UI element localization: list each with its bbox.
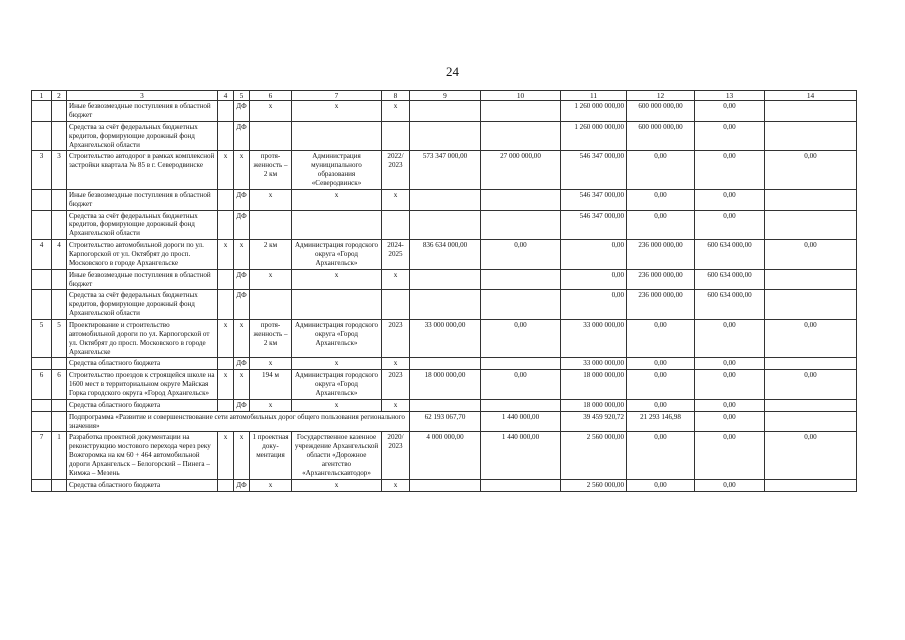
cell-description: Иные безвозмездные поступления в областной бюджет <box>67 269 218 290</box>
cell-sub-number <box>52 121 67 151</box>
header-cell: 13 <box>695 91 765 101</box>
cell-description: Средства областного бюджета <box>67 358 218 370</box>
subprogram-col14 <box>765 411 857 432</box>
cell-source: х <box>234 432 250 479</box>
cell-capacity: х <box>250 101 292 122</box>
page-number: 24 <box>446 64 459 79</box>
cell-sub-number <box>52 101 67 122</box>
table-row <box>32 189 857 210</box>
cell-source: ДФ <box>234 269 250 290</box>
cell-col-13: 0,00 <box>695 370 765 400</box>
cell-total <box>410 210 481 240</box>
cell-col-14 <box>765 101 857 122</box>
cell-row-number: 6 <box>32 370 52 400</box>
cell-col-13: 0,00 <box>695 358 765 370</box>
cell-period <box>382 290 410 320</box>
table-row <box>32 290 857 320</box>
cell-col-11: 546 347 000,00 <box>561 151 627 189</box>
cell-col-11: 18 000 000,00 <box>561 370 627 400</box>
cell-col-12: 0,00 <box>627 370 695 400</box>
header-cell: 7 <box>292 91 382 101</box>
header-row <box>32 91 857 101</box>
cell-description: Средства за счёт федеральных бюджетных кредитов, формирующие дорожный фонд Архангельской области <box>67 121 218 151</box>
cell-col-12: 0,00 <box>627 189 695 210</box>
cell-col-10 <box>481 210 561 240</box>
cell-total: 18 000 000,00 <box>410 370 481 400</box>
cell-col-11: 2 560 000,00 <box>561 479 627 491</box>
cell-period: х <box>382 399 410 411</box>
cell-executor <box>292 290 382 320</box>
cell-col-13: 0,00 <box>695 121 765 151</box>
cell-col-12: 0,00 <box>627 399 695 411</box>
cell-capacity: х <box>250 479 292 491</box>
cell-executor <box>292 210 382 240</box>
cell-col-11: 33 000 000,00 <box>561 358 627 370</box>
cell-total <box>410 101 481 122</box>
cell-col-13: 0,00 <box>695 101 765 122</box>
cell-source: ДФ <box>234 358 250 370</box>
cell-col-11: 0,00 <box>561 240 627 270</box>
header-cell: 10 <box>481 91 561 101</box>
cell-sub-number <box>52 269 67 290</box>
table-row <box>32 240 857 270</box>
cell-capacity: х <box>250 269 292 290</box>
blank-cell <box>52 411 67 432</box>
cell-col-4 <box>218 269 234 290</box>
cell-col-14 <box>765 399 857 411</box>
subprogram-title: Подпрограмма «Развитие и совершенствование сети автомобильных дорог общего пользования регионального значения» <box>67 411 410 432</box>
table-row <box>32 210 857 240</box>
table-row <box>32 151 857 189</box>
cell-executor <box>292 121 382 151</box>
cell-col-11: 2 560 000,00 <box>561 432 627 479</box>
cell-period: 2022/ 2023 <box>382 151 410 189</box>
cell-row-number <box>32 121 52 151</box>
cell-sub-number: 3 <box>52 151 67 189</box>
cell-col-14 <box>765 358 857 370</box>
table-row <box>32 479 857 491</box>
subprogram-col12: 21 293 146,98 <box>627 411 695 432</box>
cell-period: 2024-2025 <box>382 240 410 270</box>
budget-table <box>31 90 857 492</box>
cell-capacity: х <box>250 189 292 210</box>
subprogram-col9: 62 193 067,70 <box>410 411 481 432</box>
cell-total: 33 000 000,00 <box>410 320 481 358</box>
cell-capacity: 2 км <box>250 240 292 270</box>
cell-col-14 <box>765 269 857 290</box>
table-row <box>32 269 857 290</box>
cell-capacity: х <box>250 399 292 411</box>
cell-description: Средства областного бюджета <box>67 479 218 491</box>
cell-col-10: 0,00 <box>481 240 561 270</box>
cell-sub-number: 4 <box>52 240 67 270</box>
cell-col-11: 1 260 000 000,00 <box>561 121 627 151</box>
table-row <box>32 358 857 370</box>
cell-col-12: 236 000 000,00 <box>627 240 695 270</box>
cell-col-10 <box>481 399 561 411</box>
cell-total <box>410 479 481 491</box>
cell-description: Строительство автодорог в рамках комплексной застройки квартала № 85 в г. Северодвинске <box>67 151 218 189</box>
cell-col-4 <box>218 121 234 151</box>
cell-col-12: 236 000 000,00 <box>627 269 695 290</box>
cell-total: 836 634 000,00 <box>410 240 481 270</box>
cell-col-13: 0,00 <box>695 479 765 491</box>
cell-description: Иные безвозмездные поступления в областной бюджет <box>67 101 218 122</box>
cell-col-4 <box>218 210 234 240</box>
cell-total <box>410 269 481 290</box>
cell-col-13: 600 634 000,00 <box>695 269 765 290</box>
cell-executor: х <box>292 101 382 122</box>
cell-col-4 <box>218 101 234 122</box>
cell-source: ДФ <box>234 121 250 151</box>
cell-sub-number: 6 <box>52 370 67 400</box>
cell-col-4: х <box>218 320 234 358</box>
cell-period: 2020/ 2023 <box>382 432 410 479</box>
header-cell: 9 <box>410 91 481 101</box>
cell-capacity <box>250 290 292 320</box>
cell-col-4 <box>218 189 234 210</box>
table-row <box>32 121 857 151</box>
cell-sub-number <box>52 399 67 411</box>
cell-period: х <box>382 269 410 290</box>
header-cell: 11 <box>561 91 627 101</box>
cell-col-12: 600 000 000,00 <box>627 101 695 122</box>
cell-executor: Администрация городского округа «Город Архангельск» <box>292 370 382 400</box>
cell-executor: Администрация городского округа «Город Архангельск» <box>292 240 382 270</box>
cell-col-11: 1 260 000 000,00 <box>561 101 627 122</box>
cell-row-number <box>32 189 52 210</box>
subprogram-row <box>32 411 857 432</box>
cell-total <box>410 189 481 210</box>
cell-col-13: 600 634 000,00 <box>695 290 765 320</box>
cell-col-12: 600 000 000,00 <box>627 121 695 151</box>
cell-sub-number: 5 <box>52 320 67 358</box>
cell-col-14 <box>765 210 857 240</box>
cell-period: х <box>382 479 410 491</box>
cell-executor: х <box>292 269 382 290</box>
cell-description: Строительство проездов к строящейся школе на 1600 мест в территориальном округе Майская Горка городского округа «Город Архангельск» <box>67 370 218 400</box>
cell-col-11: 546 347 000,00 <box>561 210 627 240</box>
cell-row-number: 3 <box>32 151 52 189</box>
cell-col-4: х <box>218 432 234 479</box>
cell-executor: Администрация городского округа «Город Архангельск» <box>292 320 382 358</box>
cell-description: Средства областного бюджета <box>67 399 218 411</box>
cell-col-12: 236 000 000,00 <box>627 290 695 320</box>
cell-capacity <box>250 121 292 151</box>
cell-period: 2023 <box>382 370 410 400</box>
cell-col-11: 0,00 <box>561 290 627 320</box>
cell-col-10 <box>481 358 561 370</box>
cell-period: х <box>382 189 410 210</box>
cell-executor: х <box>292 399 382 411</box>
cell-source: ДФ <box>234 399 250 411</box>
cell-capacity: 194 м <box>250 370 292 400</box>
cell-executor: х <box>292 189 382 210</box>
cell-col-10 <box>481 189 561 210</box>
cell-col-11: 0,00 <box>561 269 627 290</box>
cell-period <box>382 121 410 151</box>
header-cell: 3 <box>67 91 218 101</box>
cell-col-12: 0,00 <box>627 151 695 189</box>
cell-col-13: 600 634 000,00 <box>695 240 765 270</box>
cell-col-10: 27 000 000,00 <box>481 151 561 189</box>
cell-source: х <box>234 370 250 400</box>
cell-col-14 <box>765 189 857 210</box>
cell-executor: Государственное казенное учреждение Архангельской области «Дорожное агентство «Архангельскавтодор» <box>292 432 382 479</box>
header-cell: 5 <box>234 91 250 101</box>
cell-sub-number <box>52 210 67 240</box>
cell-col-14 <box>765 121 857 151</box>
cell-description: Иные безвозмездные поступления в областной бюджет <box>67 189 218 210</box>
header-cell: 1 <box>32 91 52 101</box>
table-row <box>32 320 857 358</box>
cell-col-13: 0,00 <box>695 151 765 189</box>
cell-col-10: 1 440 000,00 <box>481 432 561 479</box>
cell-col-12: 0,00 <box>627 320 695 358</box>
cell-col-14 <box>765 290 857 320</box>
cell-row-number <box>32 290 52 320</box>
cell-col-12: 0,00 <box>627 432 695 479</box>
cell-source: ДФ <box>234 479 250 491</box>
cell-capacity <box>250 210 292 240</box>
cell-col-14: 0,00 <box>765 151 857 189</box>
cell-col-4 <box>218 399 234 411</box>
cell-row-number <box>32 358 52 370</box>
cell-col-11: 33 000 000,00 <box>561 320 627 358</box>
cell-row-number: 7 <box>32 432 52 479</box>
cell-col-4: х <box>218 151 234 189</box>
cell-sub-number <box>52 479 67 491</box>
cell-col-11: 18 000 000,00 <box>561 399 627 411</box>
cell-period <box>382 210 410 240</box>
cell-col-4: х <box>218 370 234 400</box>
cell-col-4 <box>218 290 234 320</box>
cell-total <box>410 358 481 370</box>
subprogram-col13: 0,00 <box>695 411 765 432</box>
subprogram-col11: 39 459 920,72 <box>561 411 627 432</box>
cell-executor: х <box>292 479 382 491</box>
cell-row-number <box>32 210 52 240</box>
header-cell: 6 <box>250 91 292 101</box>
table-row <box>32 432 857 479</box>
cell-sub-number <box>52 290 67 320</box>
blank-cell <box>32 411 52 432</box>
cell-col-13: 0,00 <box>695 399 765 411</box>
cell-description: Проектирование и строительство автомобильной дороги по ул. Карпогорской от ул. Октябрят до просп. Московского в городе Архангельске <box>67 320 218 358</box>
cell-executor: Администрация муниципального образования «Северодвинск» <box>292 151 382 189</box>
cell-source: х <box>234 240 250 270</box>
cell-source: х <box>234 320 250 358</box>
cell-sub-number <box>52 358 67 370</box>
cell-source: ДФ <box>234 210 250 240</box>
cell-col-13: 0,00 <box>695 210 765 240</box>
table-row <box>32 370 857 400</box>
cell-col-10: 0,00 <box>481 320 561 358</box>
cell-row-number <box>32 101 52 122</box>
cell-source: ДФ <box>234 290 250 320</box>
cell-row-number <box>32 269 52 290</box>
cell-capacity: протя-женность – 2 км <box>250 320 292 358</box>
table-row <box>32 399 857 411</box>
cell-col-10 <box>481 479 561 491</box>
cell-col-4 <box>218 358 234 370</box>
cell-col-14 <box>765 479 857 491</box>
cell-capacity: х <box>250 358 292 370</box>
cell-col-13: 0,00 <box>695 320 765 358</box>
cell-col-13: 0,00 <box>695 432 765 479</box>
cell-row-number: 4 <box>32 240 52 270</box>
cell-col-12: 0,00 <box>627 210 695 240</box>
cell-row-number <box>32 479 52 491</box>
cell-row-number <box>32 399 52 411</box>
header-cell: 14 <box>765 91 857 101</box>
header-cell: 12 <box>627 91 695 101</box>
table-row <box>32 101 857 122</box>
cell-col-11: 546 347 000,00 <box>561 189 627 210</box>
cell-total: 573 347 000,00 <box>410 151 481 189</box>
cell-description: Средства за счёт федеральных бюджетных кредитов, формирующие дорожный фонд Архангельской области <box>67 290 218 320</box>
header-cell: 2 <box>52 91 67 101</box>
cell-description: Разработка проектной документации на реконструкцию мостового перехода через реку Вожгоромка на км 60 + 464 автомобильной дороги Архангельск – Белогорский – Пинега – Кимжа – Мезень <box>67 432 218 479</box>
cell-description: Средства за счёт федеральных бюджетных кредитов, формирующие дорожный фонд Архангельской области <box>67 210 218 240</box>
cell-source: ДФ <box>234 101 250 122</box>
cell-capacity: 1 проектная доку-ментация <box>250 432 292 479</box>
cell-description: Строительство автомобильной дороги по ул. Карпогорской от ул. Октябрят до просп. Московского в городе Архангельске <box>67 240 218 270</box>
cell-col-10 <box>481 101 561 122</box>
cell-col-14: 0,00 <box>765 320 857 358</box>
cell-col-14: 0,00 <box>765 432 857 479</box>
subprogram-col10: 1 440 000,00 <box>481 411 561 432</box>
header-cell: 4 <box>218 91 234 101</box>
cell-total: 4 000 000,00 <box>410 432 481 479</box>
cell-col-12: 0,00 <box>627 479 695 491</box>
cell-row-number: 5 <box>32 320 52 358</box>
cell-source: ДФ <box>234 189 250 210</box>
cell-col-12: 0,00 <box>627 358 695 370</box>
cell-col-14: 0,00 <box>765 370 857 400</box>
cell-col-10 <box>481 121 561 151</box>
cell-col-4 <box>218 479 234 491</box>
cell-period: х <box>382 101 410 122</box>
cell-total <box>410 121 481 151</box>
header-cell: 8 <box>382 91 410 101</box>
cell-col-10: 0,00 <box>481 370 561 400</box>
cell-col-4: х <box>218 240 234 270</box>
cell-period: х <box>382 358 410 370</box>
cell-total <box>410 399 481 411</box>
cell-sub-number <box>52 189 67 210</box>
cell-col-14: 0,00 <box>765 240 857 270</box>
cell-sub-number: 1 <box>52 432 67 479</box>
cell-period: 2023 <box>382 320 410 358</box>
cell-source: х <box>234 151 250 189</box>
cell-col-13: 0,00 <box>695 189 765 210</box>
cell-col-10 <box>481 269 561 290</box>
cell-col-10 <box>481 290 561 320</box>
cell-executor: х <box>292 358 382 370</box>
cell-total <box>410 290 481 320</box>
cell-capacity: протя-женность – 2 км <box>250 151 292 189</box>
